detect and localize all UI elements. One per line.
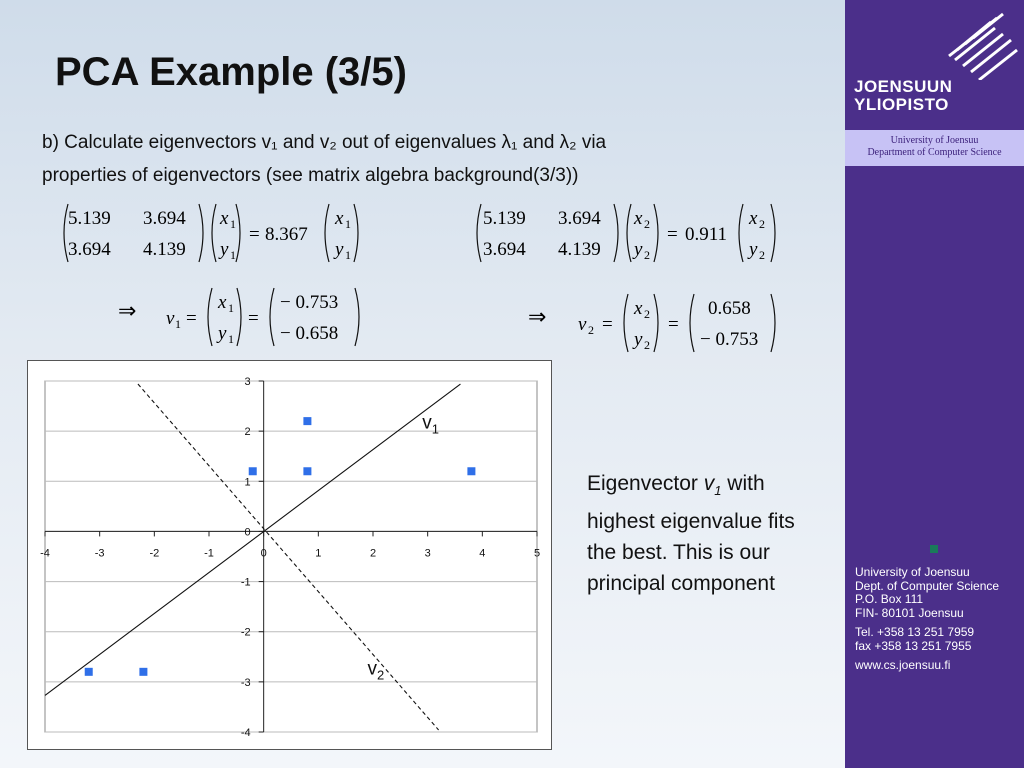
plot-area (45, 381, 537, 732)
chart-svg (28, 361, 551, 749)
svg-text:1: 1 (228, 332, 234, 346)
svg-text:2: 2 (644, 248, 650, 262)
svg-text:3.694: 3.694 (558, 208, 601, 229)
matrix-cell: 5.139 (68, 208, 111, 229)
svg-text:v: v (578, 314, 587, 335)
svg-text:2: 2 (759, 217, 765, 231)
eigenvector-result-2 (528, 290, 788, 361)
pca-scatter-chart (27, 360, 552, 750)
svg-text:1: 1 (345, 248, 351, 262)
line-label-1: $v_1$ (422, 412, 439, 437)
y-tick-label: -1 (240, 576, 251, 589)
svg-text:1: 1 (175, 317, 181, 331)
eigen-equation-2 (471, 200, 791, 271)
page-title: PCA Example (3/5) (55, 50, 407, 94)
data-point (249, 467, 257, 475)
caption-text: Eigenvector $v_1$ with highest eigenvalue fits the best. This is our principal component (587, 472, 795, 596)
x-tick-label: 3 (424, 547, 431, 560)
svg-text:y: y (634, 329, 643, 350)
vector-component: − 0.658 (280, 323, 339, 344)
svg-text:=: = (668, 314, 679, 335)
eigenvector-result-1 (118, 284, 368, 355)
data-point (467, 467, 475, 475)
svg-text:− 0.753: − 0.753 (700, 329, 759, 350)
svg-text:2: 2 (644, 307, 650, 321)
matrix-cell: 3.694 (68, 239, 111, 260)
svg-text:x: x (749, 208, 758, 229)
y-tick-label: -3 (240, 676, 251, 689)
data-point (85, 668, 93, 676)
intro-line-2: properties of eigenvectors (see matrix algebra background(3/3)) (42, 165, 579, 186)
logo-text: JOENSUUN YLIOPISTO (854, 77, 953, 114)
university-logo (845, 0, 1024, 128)
vector-x: x (220, 208, 229, 229)
svg-text:=: = (602, 314, 613, 335)
svg-text:=: = (667, 224, 678, 245)
y-tick-label: 2 (244, 426, 251, 439)
x-tick-label: -2 (149, 547, 160, 560)
data-point (139, 668, 147, 676)
vector-sub: 1 (230, 217, 236, 231)
x-tick-label: 2 (369, 547, 377, 560)
y-tick-label: 3 (244, 376, 251, 388)
matrix-cell: 4.139 (143, 239, 186, 260)
svg-text:2: 2 (759, 248, 765, 262)
contact-info: University of Joensuu Dept. of Computer Science P.O. Box 111 FIN- 80101 Joensuu Tel. +358 13 251 7959 fax +358 13 251 7955 www.cs.joensuu.fi (855, 565, 1000, 672)
department-band: University of Joensuu Department of Computer Science (845, 130, 1024, 166)
svg-text:y: y (335, 239, 344, 260)
svg-text:x: x (634, 298, 643, 319)
x-tick-label: 4 (479, 547, 486, 560)
vector-sub: 1 (230, 248, 236, 262)
svg-text:5.139: 5.139 (483, 208, 526, 229)
svg-text:3.694: 3.694 (483, 239, 526, 260)
eigen-equation-1 (58, 200, 368, 271)
vector-y: y (220, 239, 229, 260)
intro-line-1: b) Calculate eigenvectors v₁ and v₂ out of eigenvalues λ₁ and λ₂ via (42, 132, 607, 153)
data-point (303, 467, 311, 475)
vector-component: − 0.753 (280, 292, 339, 313)
line-label-2: $v_2$ (367, 658, 385, 683)
intro-text (42, 126, 762, 192)
svg-text:v: v (166, 308, 175, 329)
bullet-icon (930, 545, 938, 553)
svg-text:2: 2 (588, 323, 594, 337)
svg-text:x: x (335, 208, 344, 229)
eigenvalue: 0.911 (685, 224, 728, 245)
svg-text:0.658: 0.658 (708, 298, 751, 319)
svg-text:2: 2 (644, 338, 650, 352)
x-tick-label: 1 (315, 547, 322, 560)
svg-text:⇒: ⇒ (528, 304, 547, 329)
eigenvalue: 8.367 (265, 224, 308, 245)
svg-text:4.139: 4.139 (558, 239, 601, 260)
x-tick-label: 5 (533, 547, 541, 560)
sidebar (845, 0, 1024, 768)
svg-text:x: x (218, 292, 227, 313)
y-tick-label: -2 (240, 626, 251, 639)
svg-text:1: 1 (345, 217, 351, 231)
svg-text:1: 1 (228, 301, 234, 315)
svg-text:=: = (248, 308, 259, 329)
svg-text:=: = (249, 224, 260, 245)
y-tick-label: 1 (244, 476, 251, 489)
x-tick-label: -4 (40, 547, 50, 560)
y-tick-label: 0 (244, 526, 251, 539)
svg-text:y: y (749, 239, 758, 260)
y-tick-label: -4 (240, 727, 251, 739)
x-tick-label: -1 (204, 547, 214, 560)
website-link[interactable]: www.cs.joensuu.fi (855, 658, 951, 672)
implies-arrow: ⇒ (118, 298, 137, 323)
data-point (303, 417, 311, 425)
svg-text:2: 2 (644, 217, 650, 231)
svg-text:x: x (634, 208, 643, 229)
x-tick-label: 0 (260, 547, 267, 560)
matrix-cell: 3.694 (143, 208, 186, 229)
svg-text:y: y (218, 323, 227, 344)
logo-mark-icon (845, 0, 1024, 80)
x-tick-label: -3 (94, 547, 105, 560)
svg-text:=: = (186, 308, 197, 329)
svg-text:y: y (634, 239, 643, 260)
